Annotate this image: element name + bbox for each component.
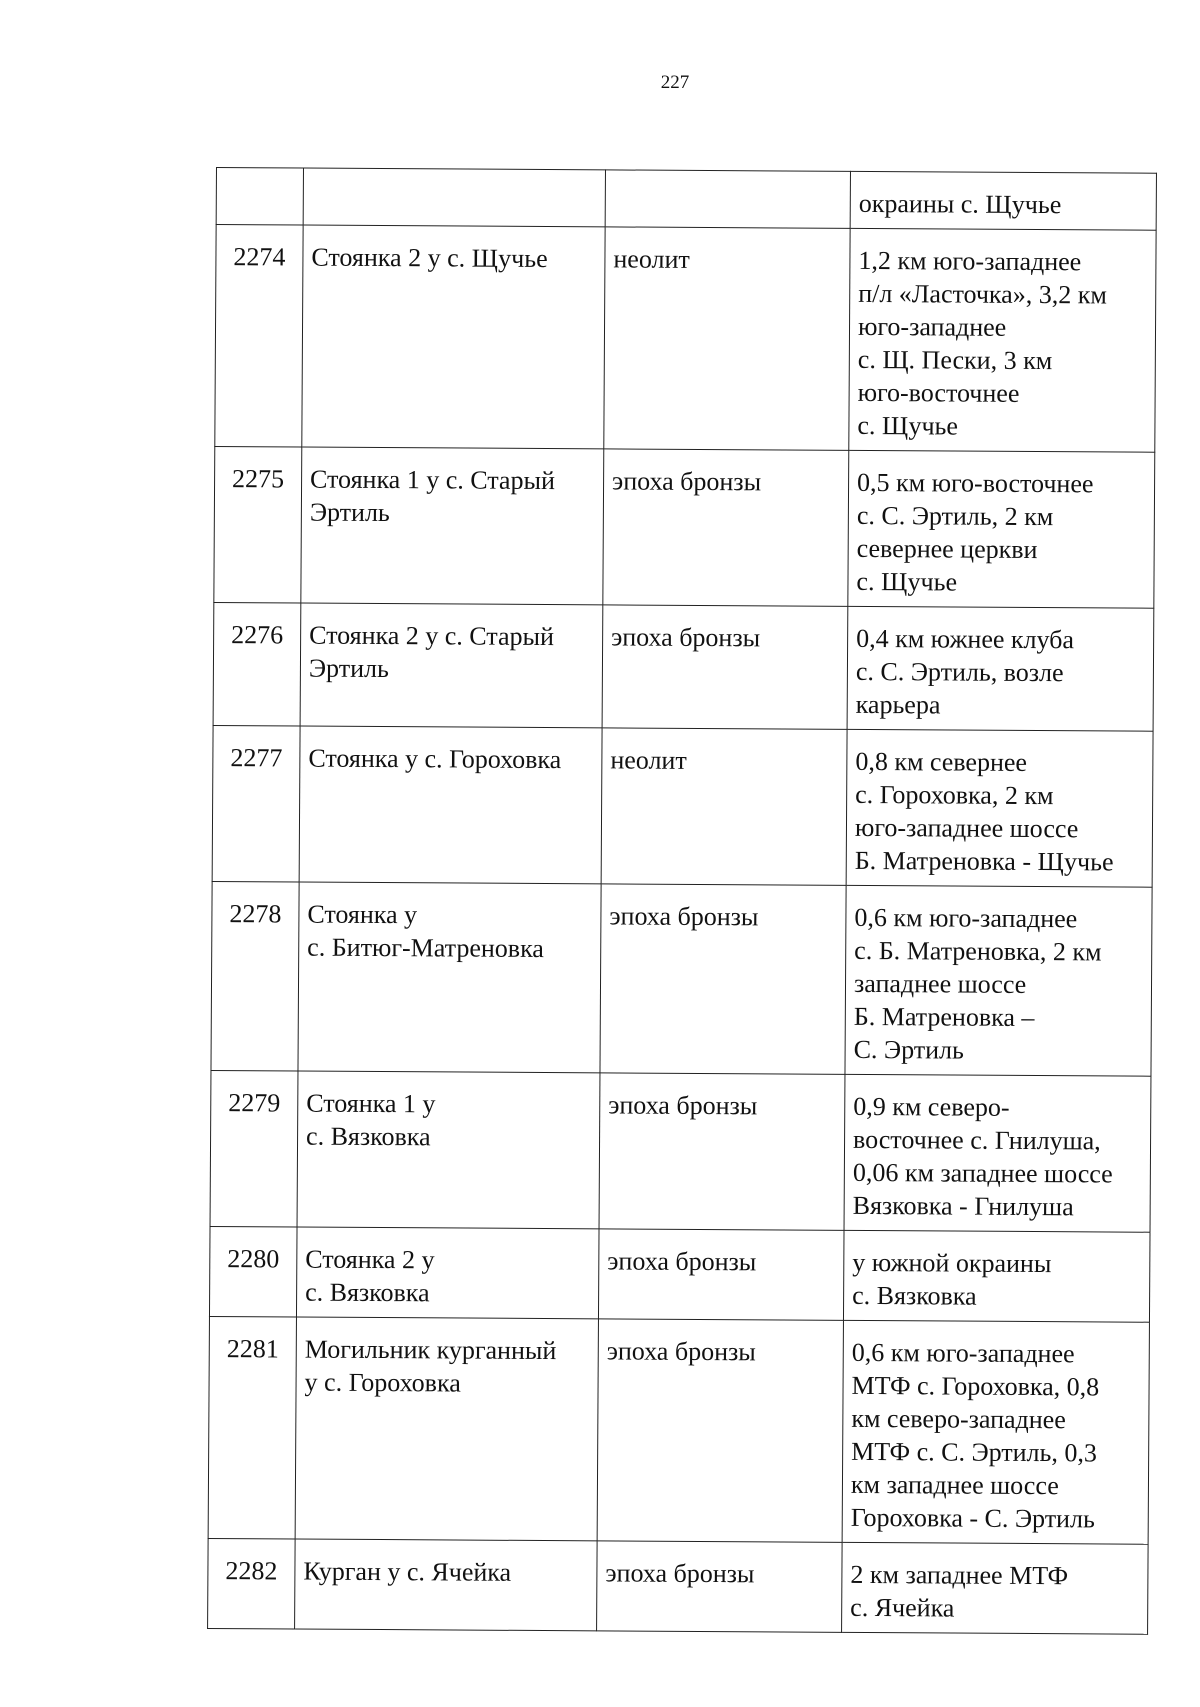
monuments-table <box>207 167 1157 1635</box>
table-row <box>213 602 1154 731</box>
page-number: 227 <box>660 72 690 93</box>
site-location: 2 км западнее МТФ с. Ячейка <box>842 1542 1149 1634</box>
site-name: Стоянка 2 у с. Вязковка <box>296 1227 599 1319</box>
site-location: 0,5 км юго-восточнее с. С. Эртиль, 2 км севернее церкви с. Щучье <box>848 450 1155 608</box>
row-number: 2277 <box>212 725 300 882</box>
row-number: 2275 <box>214 446 302 603</box>
row-number: 2282 <box>208 1538 296 1629</box>
table-row <box>211 881 1152 1076</box>
site-location: 0,8 км севернее с. Гороховка, 2 км юго-западнее шоссе Б. Матреновка - Щучье <box>846 729 1153 887</box>
site-location: у южной окраины с. Вязковка <box>843 1230 1150 1322</box>
table-row <box>214 446 1155 608</box>
site-era: неолит <box>601 728 847 885</box>
site-name: Стоянка 2 у с. Старый Эртиль <box>300 603 603 728</box>
site-location: 0,6 км юго-западнее с. Б. Матреновка, 2 км западнее шоссе Б. Матреновка – С. Эртиль <box>845 885 1152 1076</box>
table-row <box>208 1538 1149 1634</box>
site-era: эпоха бронзы <box>600 884 846 1074</box>
site-location: 1,2 км юго-западнее п/л «Ласточка», 3,2 км юго-западнее с. Щ. Пески, 3 км юго-восточнее с. Щучье <box>849 228 1156 452</box>
site-name: Стоянка 1 у с. Старый Эртиль <box>301 447 604 605</box>
table-row <box>209 1226 1150 1322</box>
table-row <box>210 1070 1151 1232</box>
site-name: Стоянка 2 у с. Щучье <box>302 225 605 449</box>
row-number: 2274 <box>215 225 303 448</box>
row-number: 2276 <box>213 602 301 726</box>
table-row <box>208 1316 1149 1544</box>
site-era: эпоха бронзы <box>599 1073 845 1230</box>
site-era: эпоха бронзы <box>597 1319 843 1542</box>
table-row <box>216 168 1156 231</box>
site-name: Стоянка у с. Битюг-Матреновка <box>298 882 601 1073</box>
site-era: эпоха бронзы <box>597 1541 843 1632</box>
site-name: Могильник курганный у с. Гороховка <box>295 1317 598 1541</box>
site-location: окраины с. Щучье <box>850 171 1156 230</box>
site-location: 0,6 км юго-западнее МТФ с. Гороховка, 0,8 км северо-западнее МТФ с. С. Эртиль, 0,3 км западнее шоссе Гороховка - С. Эртиль <box>842 1320 1149 1544</box>
row-number: 2278 <box>211 881 299 1071</box>
row-number: 2279 <box>210 1070 298 1227</box>
site-name: Стоянка 1 у с. Вязковка <box>297 1071 600 1229</box>
site-era: эпоха бронзы <box>598 1229 844 1320</box>
row-number: 2280 <box>209 1226 297 1317</box>
row-number <box>216 168 303 226</box>
monuments-table-body <box>208 168 1157 1635</box>
row-number: 2281 <box>208 1316 296 1539</box>
table-row <box>212 725 1153 887</box>
table-row <box>215 225 1156 453</box>
site-name: Стоянка у с. Гороховка <box>299 726 602 884</box>
site-era <box>605 170 850 228</box>
site-era: эпоха бронзы <box>603 449 849 606</box>
site-location: 0,9 км северо- восточнее с. Гнилуша, 0,06 км западнее шоссе Вязковка - Гнилуша <box>844 1074 1151 1232</box>
site-era: эпоха бронзы <box>602 605 848 729</box>
site-name <box>303 168 605 227</box>
site-name: Курган у с. Ячейка <box>295 1539 598 1631</box>
site-location: 0,4 км южнее клуба с. С. Эртиль, возле карьера <box>847 606 1154 731</box>
site-era: неолит <box>604 227 850 450</box>
